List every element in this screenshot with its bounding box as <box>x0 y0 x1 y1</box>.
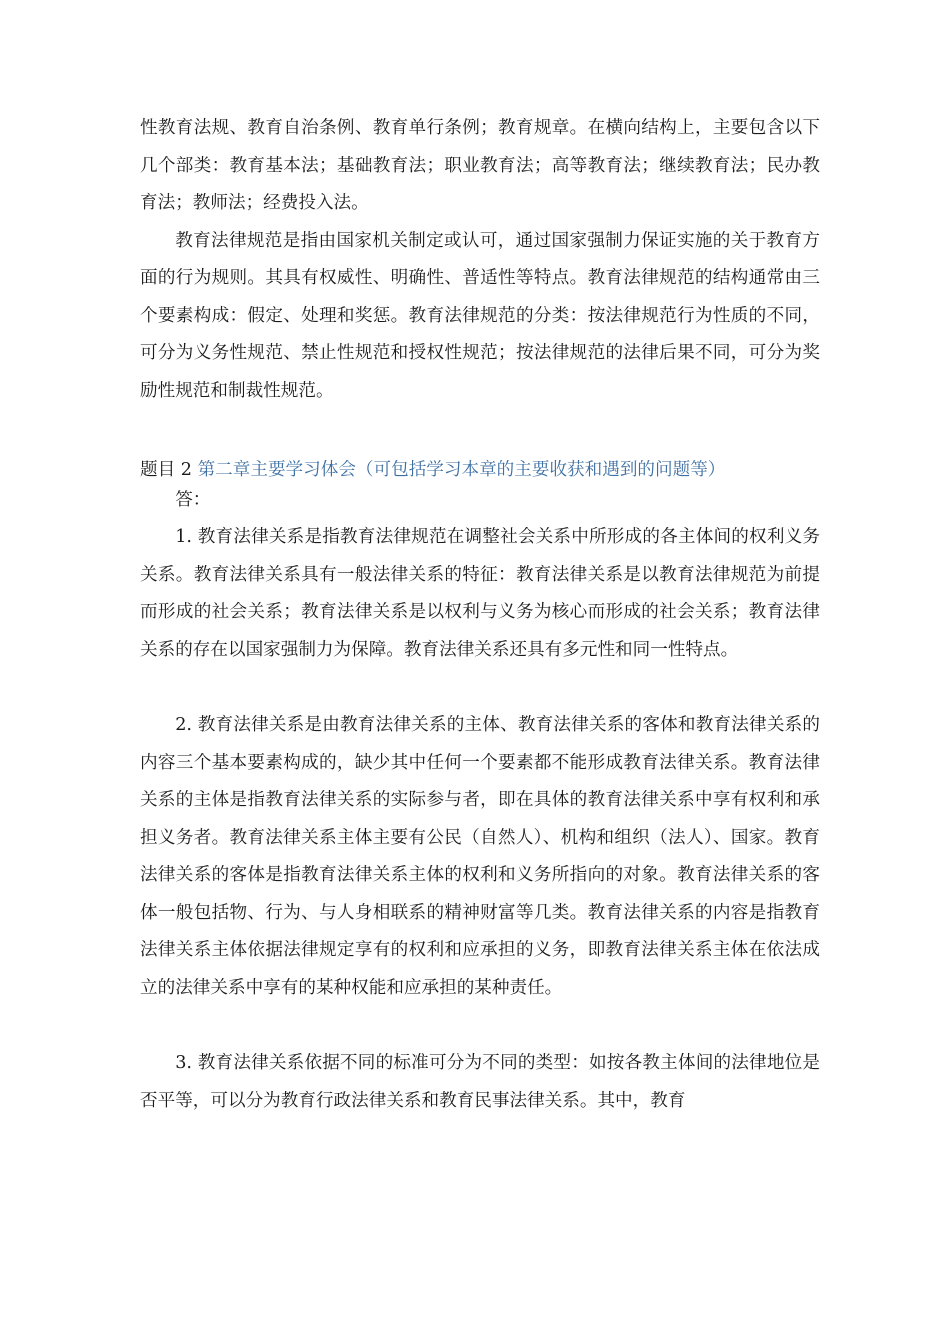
question-title: 第二章主要学习体会（可包括学习本章的主要收获和遇到的问题等） <box>197 460 726 480</box>
document-page <box>140 110 820 1120</box>
answer-item-1: 1. 教育法律关系是指教育法律规范在调整社会关系中所形成的各主体间的权利义务关系。教育法律关系具有一般法律关系的特征：教育法律关系是以教育法律规范为前提而形成的社会关系；教育法律关系是以权利与义务为核心而形成的社会关系；教育法律关系的存在以国家强制力为保障。教育法律关系还具有多元性和同一性特点。 <box>140 527 820 660</box>
question-number: 题目 2 <box>140 460 198 480</box>
intro-paragraph: 性教育法规、教育自治条例、教育单行条例；教育规章。在横向结构上，主要包含以下几个部类：教育基本法；基础教育法；职业教育法；高等教育法；继续教育法；民办教育法；教师法；经费投入法。 <box>140 118 820 213</box>
answer-item-2: 2. 教育法律关系是由教育法律关系的主体、教育法律关系的客体和教育法律关系的内容三个基本要素构成的，缺少其中任何一个要素都不能形成教育法律关系。教育法律关系的主体是指教育法律关系的实际参与者，即在具体的教育法律关系中享有权利和承担义务者。教育法律关系主体主要有公民（自然人）、机构和组织（法人）、国家。教育法律关系的客体是指教育法律关系主体的权利和义务所指向的对象。教育法律关系的客体一般包括物、行为、与人身相联系的精神财富等几类。教育法律关系的内容是指教育法律关系主体依据法律规定享有的权利和应承担的义务，即教育法律关系主体在依法成立的法律关系中享有的某种权能和应承担的某种责任。 <box>140 715 820 998</box>
question-heading <box>140 455 820 485</box>
legal-norm-paragraph: 教育法律规范是指由国家机关制定或认可，通过国家强制力保证实施的关于教育方面的行为规则。其具有权威性、明确性、普适性等特点。教育法律规范的结构通常由三个要素构成：假定、处理和奖惩。教育法律规范的分类：按法律规范行为性质的不同，可分为义务性规范、禁止性规范和授权性规范；按法律规范的法律后果不同，可分为奖励性规范和制裁性规范。 <box>140 230 820 401</box>
section-spacer <box>140 410 820 455</box>
answer-label: 答： <box>175 490 211 510</box>
answer-item-3: 3. 教育法律关系依据不同的标准可分为不同的类型：如按各教主体间的法律地位是否平等，可以分为教育行政法律关系和教育民事法律关系。其中，教育 <box>140 1053 820 1111</box>
